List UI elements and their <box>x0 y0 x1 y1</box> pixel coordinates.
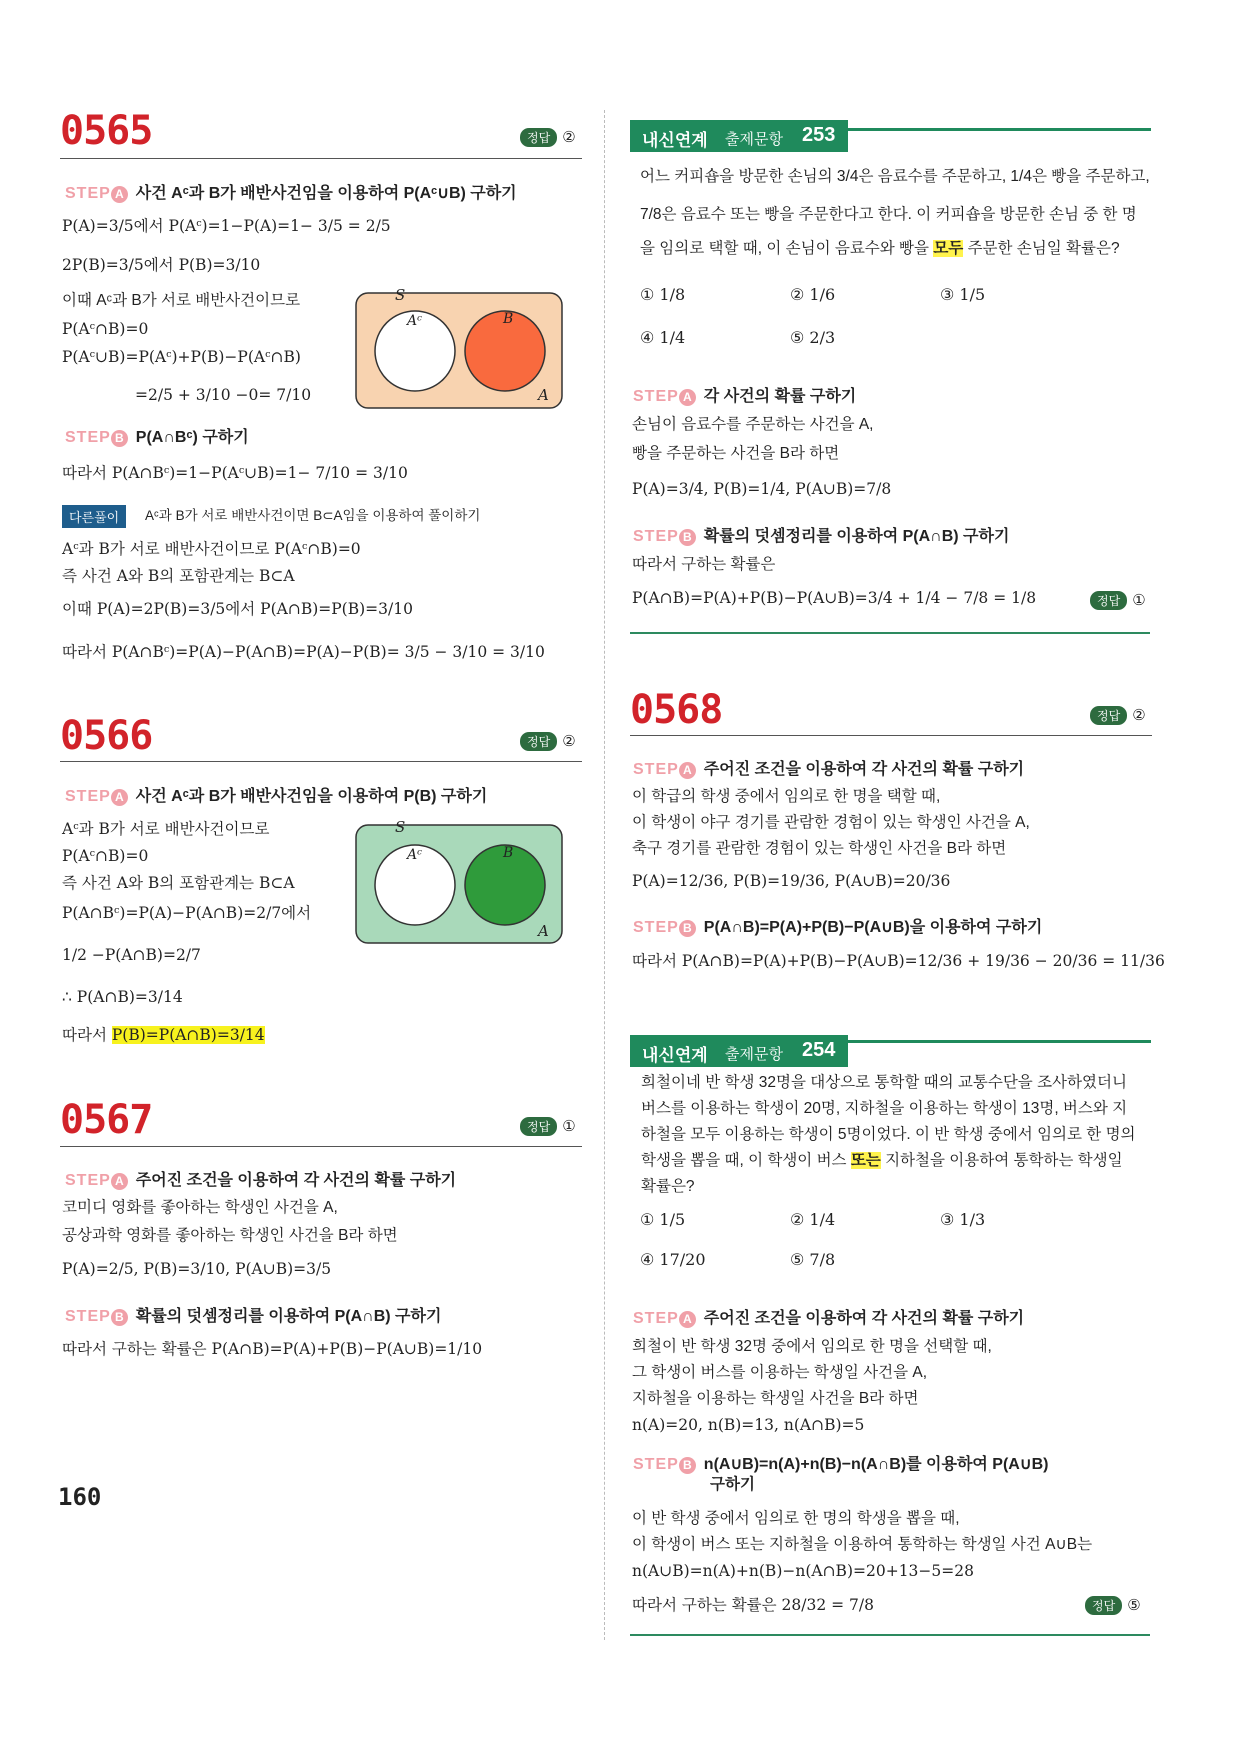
option-5[interactable]: ⑤ 2/3 <box>790 328 836 347</box>
question-254-line: 하철을 모두 이용하는 학생이 5명이었다. 이 반 학생 중에서 임의로 한 명의 <box>641 1126 1136 1143</box>
line: n(A∪B)=n(A)+n(B)−n(A∩B)=20+13−5=28 <box>632 1562 974 1580</box>
line: P(A∩B)=P(A)+P(B)−P(A∪B)=3/4 + 1/4 − 7/8 = 1/8 <box>632 589 1037 607</box>
venn-diagram-0566 <box>355 820 565 948</box>
step-b-254-cont: 구하기 <box>710 1476 755 1493</box>
tag-line <box>846 1040 1151 1043</box>
line: ∴ P(A∩B)=3/14 <box>62 988 183 1006</box>
line: 이때 P(A)=2P(B)=3/5에서 P(A∩B)=P(B)=3/10 <box>62 600 413 618</box>
line: P(A)=2/5, P(B)=3/10, P(A∪B)=3/5 <box>62 1260 332 1278</box>
line: 따라서 P(A∩B)=P(A)+P(B)−P(A∪B)=12/36 + 19/36 − 20/36 = 11/36 <box>632 952 1165 970</box>
venn-label-b: B <box>503 845 514 861</box>
line: =2/5 + 3/10 −0= 7/10 <box>135 386 312 404</box>
line: 축구 경기를 관람한 경험이 있는 학생인 사건을 B라 하면 <box>632 840 1007 857</box>
line: P(A∩Bᶜ)=P(A)−P(A∩B)=2/7에서 <box>62 904 312 922</box>
related-problem-tag-254: 내신연계 출제문항 254 <box>630 1035 848 1067</box>
alt-solution-label: 다른풀이 <box>62 505 126 528</box>
venn-label-b: B <box>503 311 514 327</box>
step-b-0568: STEP B P(A∩B)=P(A)+P(B)−P(A∪B)을 이용하여 구하기 <box>633 919 1043 936</box>
step-a-0567: STEP A 주어진 조건을 이용하여 각 사건의 확률 구하기 <box>65 1172 457 1189</box>
line: 따라서 P(A∩Bᶜ)=P(A)−P(A∩B)=P(A)−P(B)= 3/5 − 3/10 = 3/10 <box>62 643 545 661</box>
problem-number-0568: 0568 <box>630 687 723 733</box>
question-254-line: 버스를 이용하는 학생이 20명, 지하철을 이용하는 학생이 13명, 버스와 지 <box>641 1100 1128 1117</box>
question-254-line: 확률은? <box>641 1178 695 1195</box>
related-problem-tag-253: 내신연계 출제문항 253 <box>630 120 848 152</box>
rule <box>630 735 1152 736</box>
answer-0568: 정답 ② <box>1090 706 1146 725</box>
line: 그 학생이 버스를 이용하는 학생일 사건을 A, <box>632 1364 928 1381</box>
line: 이 학생이 야구 경기를 관람한 경험이 있는 학생인 사건을 A, <box>632 814 1030 831</box>
venn-label-a: A <box>538 386 549 404</box>
answer-254: 정답 ⑤ <box>1085 1596 1141 1615</box>
line: P(A)=3/5에서 P(Aᶜ)=1−P(A)=1− 3/5 = 2/5 <box>62 217 391 235</box>
rule <box>630 632 1150 634</box>
venn-label-a: A <box>538 922 549 940</box>
line: 빵을 주문하는 사건을 B라 하면 <box>632 445 840 462</box>
tag-line <box>846 128 1151 131</box>
line: 따라서 P(A∩Bᶜ)=1−P(Aᶜ∪B)=1− 7/10 = 3/10 <box>62 464 408 482</box>
option-2[interactable]: ② 1/6 <box>790 285 836 304</box>
step-b-0565: STEP B P(A∩Bᶜ) 구하기 <box>65 429 249 446</box>
page-number: 160 <box>58 1483 102 1511</box>
line: 따라서 구하는 확률은 28/32 = 7/8 <box>632 1596 874 1614</box>
rule <box>60 158 582 159</box>
venn-diagram-0565 <box>355 288 565 413</box>
answer-0567: 정답 ① <box>520 1117 576 1136</box>
option-4[interactable]: ④ 1/4 <box>640 328 686 347</box>
step-b-253: STEP B 확률의 덧셈정리를 이용하여 P(A∩B) 구하기 <box>633 528 1010 545</box>
line: 이 학생이 버스 또는 지하철을 이용하여 통학하는 학생일 사건 A∪B는 <box>632 1536 1093 1553</box>
line: 즉 사건 A와 B의 포함관계는 B⊂A <box>62 567 295 585</box>
emphasis: 모두 <box>933 240 964 257</box>
rule <box>630 1634 1150 1636</box>
line: Aᶜ과 B가 서로 배반사건이므로 P(Aᶜ∩B)=0 <box>62 540 361 558</box>
venn-label-s: S <box>395 820 406 836</box>
question-254-line: 학생을 뽑을 때, 이 학생이 버스 또는 지하철을 이용하여 통학하는 학생일 <box>641 1152 1123 1169</box>
problem-number-0566: 0566 <box>60 713 153 759</box>
option-4[interactable]: ④ 17/20 <box>640 1250 706 1269</box>
line: P(A)=3/4, P(B)=1/4, P(A∪B)=7/8 <box>632 480 892 498</box>
line: Aᶜ과 B가 서로 배반사건이므로 <box>62 820 270 838</box>
step-b-254: STEP B n(A∪B)=n(A)+n(B)−n(A∩B)를 이용하여 P(A∪B) <box>633 1456 1049 1473</box>
step-a-253: STEP A 각 사건의 확률 구하기 <box>633 388 857 405</box>
line: 공상과학 영화를 좋아하는 학생인 사건을 B라 하면 <box>62 1227 398 1244</box>
problem-number-0567: 0567 <box>60 1097 153 1143</box>
line: 따라서 구하는 확률은 P(A∩B)=P(A)+P(B)−P(A∪B)=1/10 <box>62 1340 483 1358</box>
venn-label-ac: Aᶜ <box>407 847 423 863</box>
option-5[interactable]: ⑤ 7/8 <box>790 1250 836 1269</box>
rule <box>60 1146 582 1147</box>
line: P(Aᶜ∩B)=0 <box>62 320 149 338</box>
answer-253: 정답 ① <box>1090 591 1146 610</box>
line: 2P(B)=3/5에서 P(B)=3/10 <box>62 256 261 274</box>
step-b-0567: STEP B 확률의 덧셈정리를 이용하여 P(A∩B) 구하기 <box>65 1308 442 1325</box>
question-253-line: 어느 커피숍을 방문한 손님의 3/4은 음료수를 주문하고, 1/4은 빵을 주문하고, <box>640 168 1150 185</box>
step-a-254: STEP A 주어진 조건을 이용하여 각 사건의 확률 구하기 <box>633 1310 1025 1327</box>
answer-0566: 정답 ② <box>520 732 576 751</box>
rule <box>60 761 582 762</box>
option-3[interactable]: ③ 1/3 <box>940 1210 986 1229</box>
line: P(Aᶜ∪B)=P(Aᶜ)+P(B)−P(Aᶜ∩B) <box>62 348 301 366</box>
venn-label-ac: Aᶜ <box>407 313 423 329</box>
line: 희철이 반 학생 32명 중에서 임의로 한 명을 선택할 때, <box>632 1338 992 1355</box>
answer-0565 <box>520 128 576 147</box>
line: n(A)=20, n(B)=13, n(A∩B)=5 <box>632 1416 865 1434</box>
option-2[interactable]: ② 1/4 <box>790 1210 836 1229</box>
line: 지하철을 이용하는 학생일 사건을 B라 하면 <box>632 1390 919 1407</box>
venn-label-s: S <box>395 288 406 304</box>
column-divider <box>604 110 605 1640</box>
answer-value: ② <box>562 129 576 146</box>
line: 코미디 영화를 좋아하는 학생인 사건을 A, <box>62 1199 338 1216</box>
line: P(Aᶜ∩B)=0 <box>62 847 149 865</box>
line: 이 학급의 학생 중에서 임의로 한 명을 택할 때, <box>632 788 941 805</box>
step-a-0566: STEP A 사건 Aᶜ과 B가 배반사건임을 이용하여 P(B) 구하기 <box>65 788 488 805</box>
problem-number-0565: 0565 <box>60 108 153 154</box>
option-1[interactable]: ① 1/8 <box>640 285 686 304</box>
option-3[interactable]: ③ 1/5 <box>940 285 986 304</box>
line: 1/2 −P(A∩B)=2/7 <box>62 946 201 964</box>
option-1[interactable]: ① 1/5 <box>640 1210 686 1229</box>
answer-badge: 정답 <box>520 128 557 147</box>
question-253-line: 7/8은 음료수 또는 빵을 주문한다고 한다. 이 커피숍을 방문한 손님 중 한 명 <box>640 206 1137 223</box>
question-253-line: 을 임의로 택할 때, 이 손님이 음료수와 빵을 모두 주문한 손님일 확률은? <box>640 240 1120 257</box>
line: 손님이 음료수를 주문하는 사건을 A, <box>632 416 874 433</box>
emphasis: 또는 <box>850 1152 881 1169</box>
line: 즉 사건 A와 B의 포함관계는 B⊂A <box>62 874 295 892</box>
line: 이 반 학생 중에서 임의로 한 명의 학생을 뽑을 때, <box>632 1510 960 1527</box>
line: 따라서 구하는 확률은 <box>632 556 776 573</box>
question-254-line: 희철이네 반 학생 32명을 대상으로 통학할 때의 교통수단을 조사하였더니 <box>641 1074 1127 1091</box>
alt-title: Aᶜ과 B가 서로 배반사건이면 B⊂A임을 이용하여 풀이하기 <box>145 508 481 523</box>
final-line-0566: 따라서 P(B)=P(A∩B)=3/14 <box>62 1026 265 1044</box>
step-a-0568: STEP A 주어진 조건을 이용하여 각 사건의 확률 구하기 <box>633 761 1025 778</box>
line: P(A)=12/36, P(B)=19/36, P(A∪B)=20/36 <box>632 872 951 890</box>
step-a-0565: STEP A 사건 Aᶜ과 B가 배반사건임을 이용하여 P(Aᶜ∪B) 구하기 <box>65 185 517 202</box>
line: 이때 Aᶜ과 B가 서로 배반사건이므로 <box>62 292 301 309</box>
highlight: P(B)=P(A∩B)=3/14 <box>111 1026 265 1044</box>
